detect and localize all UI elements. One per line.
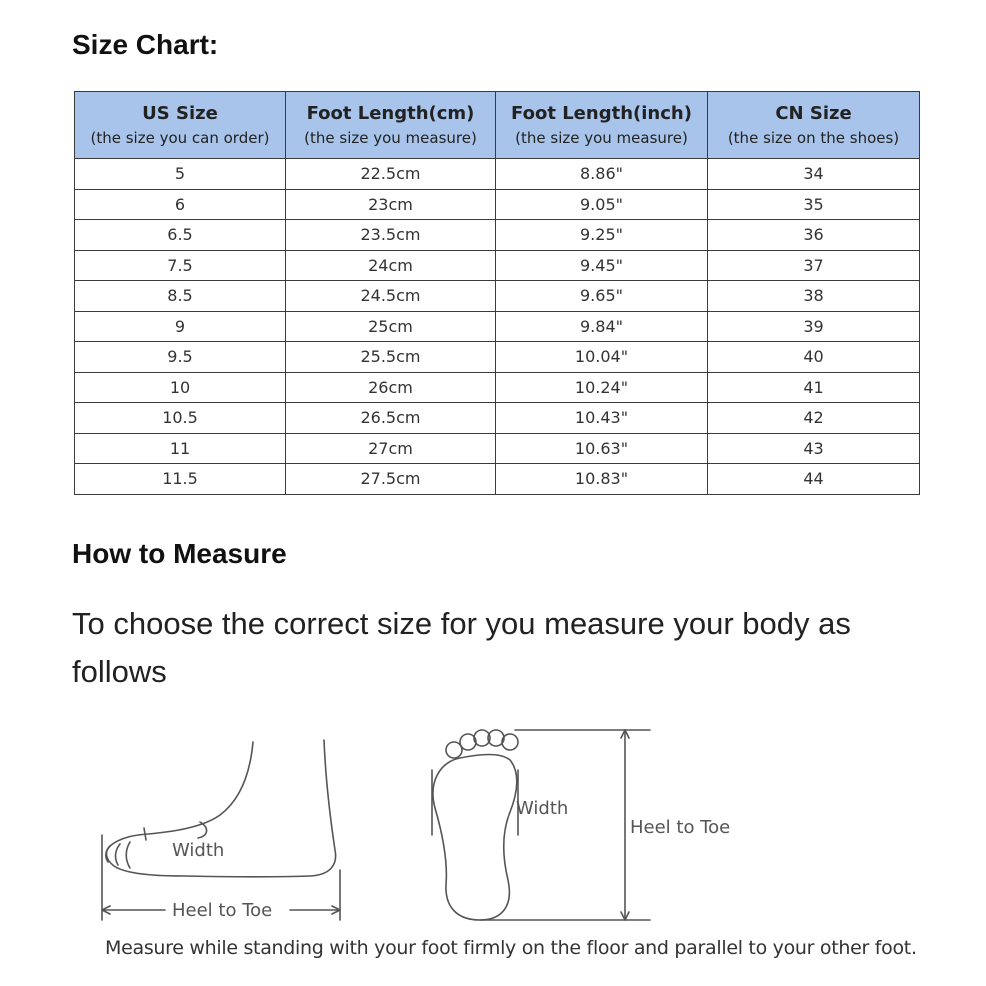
header-foot-length-cm: Foot Length(cm) (the size you measure) xyxy=(286,92,496,159)
sole-width-label: Width xyxy=(516,798,569,819)
table-row xyxy=(75,159,920,190)
table-cell: 8.86" xyxy=(496,159,708,190)
table-cell: 24.5cm xyxy=(286,281,496,312)
header-us-size: US Size (the size you can order) xyxy=(75,92,286,159)
table-row xyxy=(75,464,920,495)
table-cell: 10.04" xyxy=(496,342,708,373)
table-row xyxy=(75,311,920,342)
table-cell: 10.63" xyxy=(496,433,708,464)
size-chart-table xyxy=(74,91,920,495)
table-cell: 5 xyxy=(75,159,286,190)
table-cell: 6.5 xyxy=(75,220,286,251)
table-cell: 6 xyxy=(75,189,286,220)
table-cell: 40 xyxy=(708,342,920,373)
table-cell: 42 xyxy=(708,403,920,434)
sole-view-foot-illustration xyxy=(432,730,650,920)
table-cell: 37 xyxy=(708,250,920,281)
table-cell: 38 xyxy=(708,281,920,312)
how-to-measure-title: How to Measure xyxy=(72,538,287,569)
table-cell: 9.84" xyxy=(496,311,708,342)
table-cell: 27cm xyxy=(286,433,496,464)
table-cell: 24cm xyxy=(286,250,496,281)
table-row xyxy=(75,250,920,281)
table-cell: 9.05" xyxy=(496,189,708,220)
sole-outline xyxy=(433,755,517,921)
table-row xyxy=(75,220,920,251)
side-width-tick xyxy=(144,828,146,840)
table-cell: 10 xyxy=(75,372,286,403)
table-cell: 10.24" xyxy=(496,372,708,403)
table-cell: 23.5cm xyxy=(286,220,496,251)
table-cell: 39 xyxy=(708,311,920,342)
sole-heel-to-toe-label: Heel to Toe xyxy=(630,817,731,838)
table-cell: 9.5 xyxy=(75,342,286,373)
side-heel-to-toe-label: Heel to Toe xyxy=(172,900,273,921)
table-body xyxy=(75,159,920,495)
table-cell: 27.5cm xyxy=(286,464,496,495)
measure-intro-text: To choose the correct size for you measure your body as follows xyxy=(72,606,851,689)
table-cell: 9.25" xyxy=(496,220,708,251)
measure-caption: Measure while standing with your foot firmly on the floor and parallel to your other foot. xyxy=(105,937,917,959)
table-cell: 9.65" xyxy=(496,281,708,312)
table-cell: 41 xyxy=(708,372,920,403)
toe-5 xyxy=(446,742,462,758)
table-cell: 34 xyxy=(708,159,920,190)
table-cell: 25cm xyxy=(286,311,496,342)
table-cell: 9.45" xyxy=(496,250,708,281)
table-cell: 10.43" xyxy=(496,403,708,434)
table-cell: 10.5 xyxy=(75,403,286,434)
table-cell: 23cm xyxy=(286,189,496,220)
table-row xyxy=(75,189,920,220)
table-cell: 7.5 xyxy=(75,250,286,281)
size-chart-title: Size Chart: xyxy=(72,29,219,60)
table-row xyxy=(75,403,920,434)
table-cell: 8.5 xyxy=(75,281,286,312)
table-cell: 9 xyxy=(75,311,286,342)
table-cell: 44 xyxy=(708,464,920,495)
table-cell: 26.5cm xyxy=(286,403,496,434)
table-header-row xyxy=(75,92,920,159)
table-cell: 25.5cm xyxy=(286,342,496,373)
table-cell: 11.5 xyxy=(75,464,286,495)
table-cell: 22.5cm xyxy=(286,159,496,190)
table-row xyxy=(75,281,920,312)
table-cell: 36 xyxy=(708,220,920,251)
side-view-foot-illustration xyxy=(102,740,340,920)
table-cell: 43 xyxy=(708,433,920,464)
table-cell: 11 xyxy=(75,433,286,464)
cropped-previous-line xyxy=(72,0,79,17)
side-foot-toes xyxy=(106,842,130,868)
table-row xyxy=(75,433,920,464)
table-row xyxy=(75,342,920,373)
table-row xyxy=(75,372,920,403)
table-cell: 35 xyxy=(708,189,920,220)
side-width-label: Width xyxy=(172,840,225,861)
table-cell: 10.83" xyxy=(496,464,708,495)
header-cn-size: CN Size (the size on the shoes) xyxy=(708,92,920,159)
table-cell: 26cm xyxy=(286,372,496,403)
header-foot-length-inch: Foot Length(inch) (the size you measure) xyxy=(496,92,708,159)
